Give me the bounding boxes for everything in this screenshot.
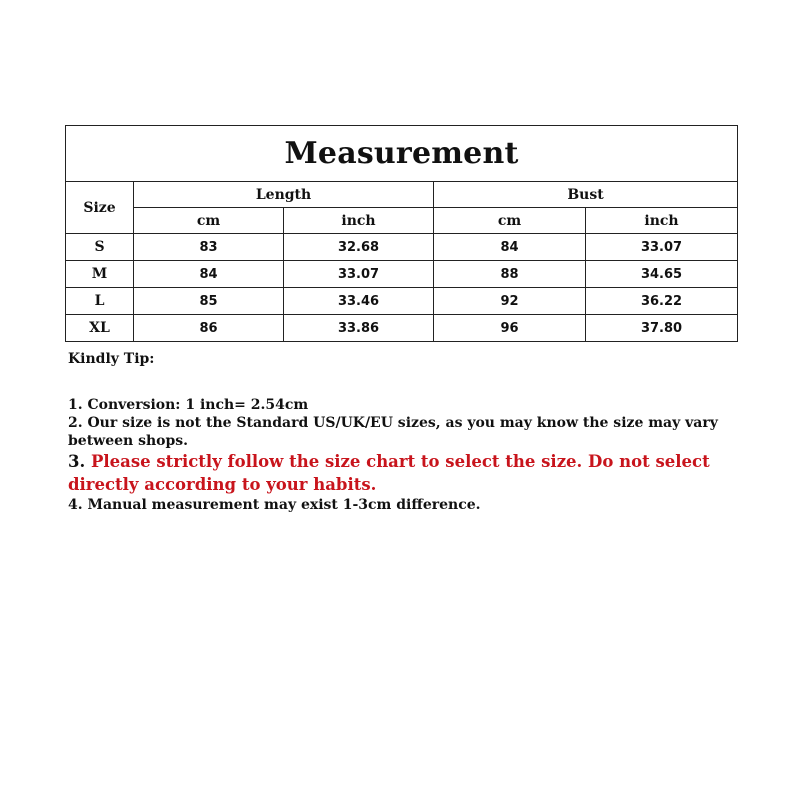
- bust-cm-cell: 96: [434, 315, 586, 342]
- length-inch-cell: 33.86: [284, 315, 434, 342]
- table-title: Measurement: [66, 126, 738, 182]
- length-cm-header: cm: [134, 208, 284, 234]
- bust-inch-cell: 36.22: [586, 288, 738, 315]
- size-cell: L: [66, 288, 134, 315]
- tip-conversion: 1. Conversion: 1 inch= 2.54cm: [68, 397, 309, 413]
- length-inch-cell: 33.07: [284, 261, 434, 288]
- length-cm-cell: 84: [134, 261, 284, 288]
- tip-follow-chart-number: 3.: [68, 452, 91, 471]
- tip-follow-chart-text: Please strictly follow the size chart to select the size. Do not select directly according to your habits.: [68, 452, 710, 494]
- length-cm-cell: 85: [134, 288, 284, 315]
- length-inch-cell: 32.68: [284, 234, 434, 261]
- table-row: [66, 261, 738, 288]
- bust-group-header: Bust: [434, 182, 738, 208]
- tips-title: Kindly Tip:: [68, 351, 155, 367]
- length-inch-cell: 33.46: [284, 288, 434, 315]
- tip-measurement-difference: 4. Manual measurement may exist 1-3cm difference.: [68, 497, 481, 513]
- table-row: [66, 315, 738, 342]
- bust-cm-cell: 88: [434, 261, 586, 288]
- size-cell: S: [66, 234, 134, 261]
- tip-standard-sizes: 2. Our size is not the Standard US/UK/EU sizes, as you may know the size may vary between shops.: [68, 415, 718, 449]
- bust-inch-cell: 33.07: [586, 234, 738, 261]
- bust-cm-header: cm: [434, 208, 586, 234]
- bust-inch-cell: 37.80: [586, 315, 738, 342]
- bust-cm-cell: 92: [434, 288, 586, 315]
- size-cell: M: [66, 261, 134, 288]
- length-cm-cell: 86: [134, 315, 284, 342]
- size-column-header: Size: [66, 182, 134, 234]
- length-cm-cell: 83: [134, 234, 284, 261]
- length-group-header: Length: [134, 182, 434, 208]
- bust-inch-cell: 34.65: [586, 261, 738, 288]
- bust-cm-cell: 84: [434, 234, 586, 261]
- size-chart-table: [65, 125, 738, 342]
- tip-follow-chart: [68, 450, 748, 496]
- kindly-tips: [68, 350, 748, 514]
- table-row: [66, 234, 738, 261]
- length-inch-header: inch: [284, 208, 434, 234]
- table-row: [66, 288, 738, 315]
- bust-inch-header: inch: [586, 208, 738, 234]
- size-cell: XL: [66, 315, 134, 342]
